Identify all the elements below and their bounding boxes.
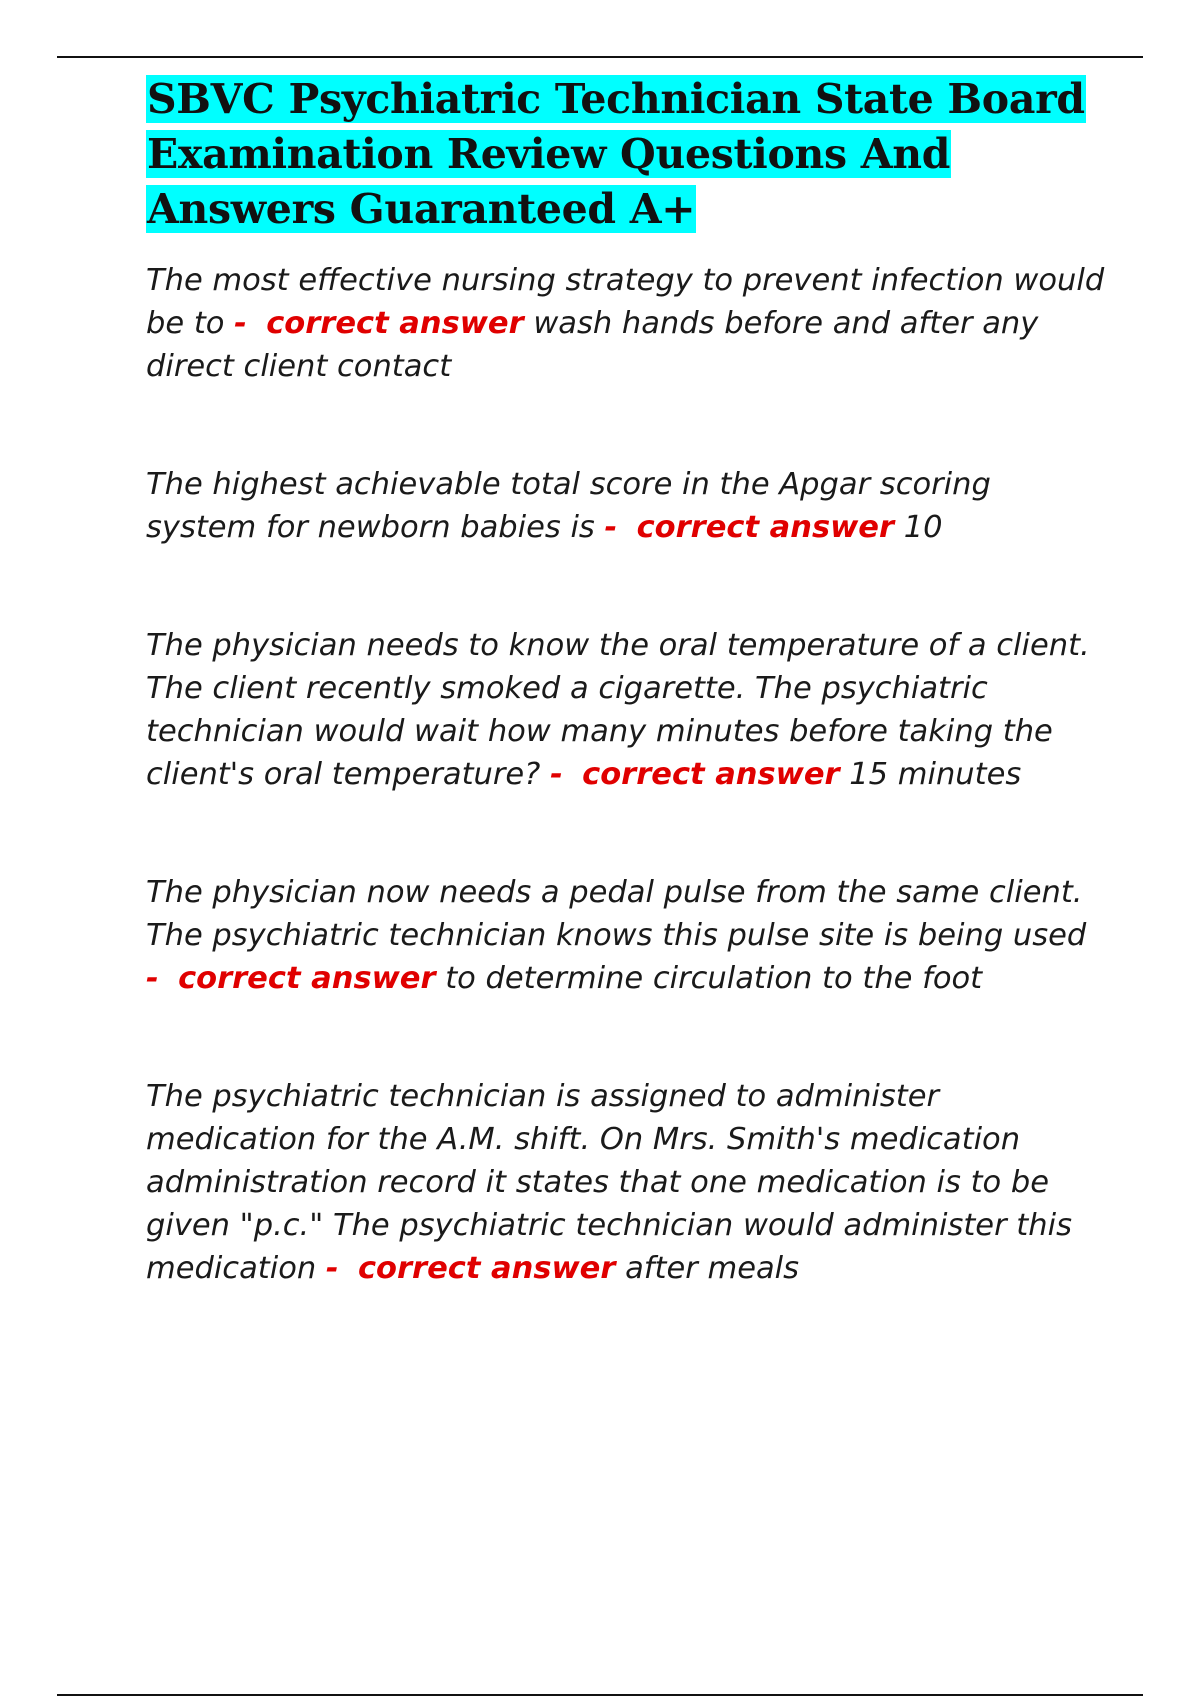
answer-text: wash hands before and after any direct client contact — [146, 306, 1039, 384]
correct-answer-label: correct answer — [582, 757, 840, 792]
correct-answer-label: correct answer — [178, 961, 436, 996]
question-text: The psychiatric technician is assigned to administer medication for the A.M. shift. On Mrs. Smith's medication administration record it states that one medication is to be given "p.c." The psychiatric technician would administer this medication — [146, 1079, 1072, 1286]
qa-item-5 — [146, 1075, 1106, 1290]
top-rule — [57, 56, 1143, 58]
bottom-rule — [57, 1694, 1143, 1696]
correct-answer-label: correct answer — [636, 510, 895, 545]
answer-separator: - — [604, 510, 618, 545]
answer-text: 15 minutes — [849, 757, 1022, 792]
answer-text: after meals — [625, 1251, 800, 1286]
answer-separator: - — [146, 961, 159, 996]
correct-answer-label: correct answer — [266, 306, 524, 341]
correct-answer-label: correct answer — [357, 1251, 616, 1286]
answer-separator: - — [325, 1251, 339, 1286]
qa-item-2 — [146, 463, 1106, 549]
answer-text: to determine circulation to the foot — [445, 961, 983, 996]
qa-item-4 — [146, 871, 1106, 1000]
question-text: The physician needs to know the oral temperature of a client. The client recently smoked a cigarette. The psychiatric technician would wait how many minutes before taking the client's oral temperature? — [146, 628, 1090, 792]
answer-separator: - — [234, 306, 247, 341]
answer-text: 10 — [903, 510, 943, 545]
question-text: The physician now needs a pedal pulse from the same client. The psychiatric technician knows this pulse site is being used — [146, 875, 1087, 953]
answer-separator: - — [550, 757, 563, 792]
question-text: The most effective nursing strategy to prevent infection would be to — [146, 263, 1105, 341]
document-title — [146, 72, 1106, 237]
qa-item-3 — [146, 624, 1106, 796]
title-highlight: SBVC Psychiatric Technician State Board Examination Review Questions And Answers Guaranteed A+ — [147, 75, 1085, 233]
qa-item-1 — [146, 259, 1106, 388]
document-body — [146, 72, 1106, 1365]
question-text: The highest achievable total score in the Apgar scoring system for newborn babies is — [146, 467, 991, 545]
